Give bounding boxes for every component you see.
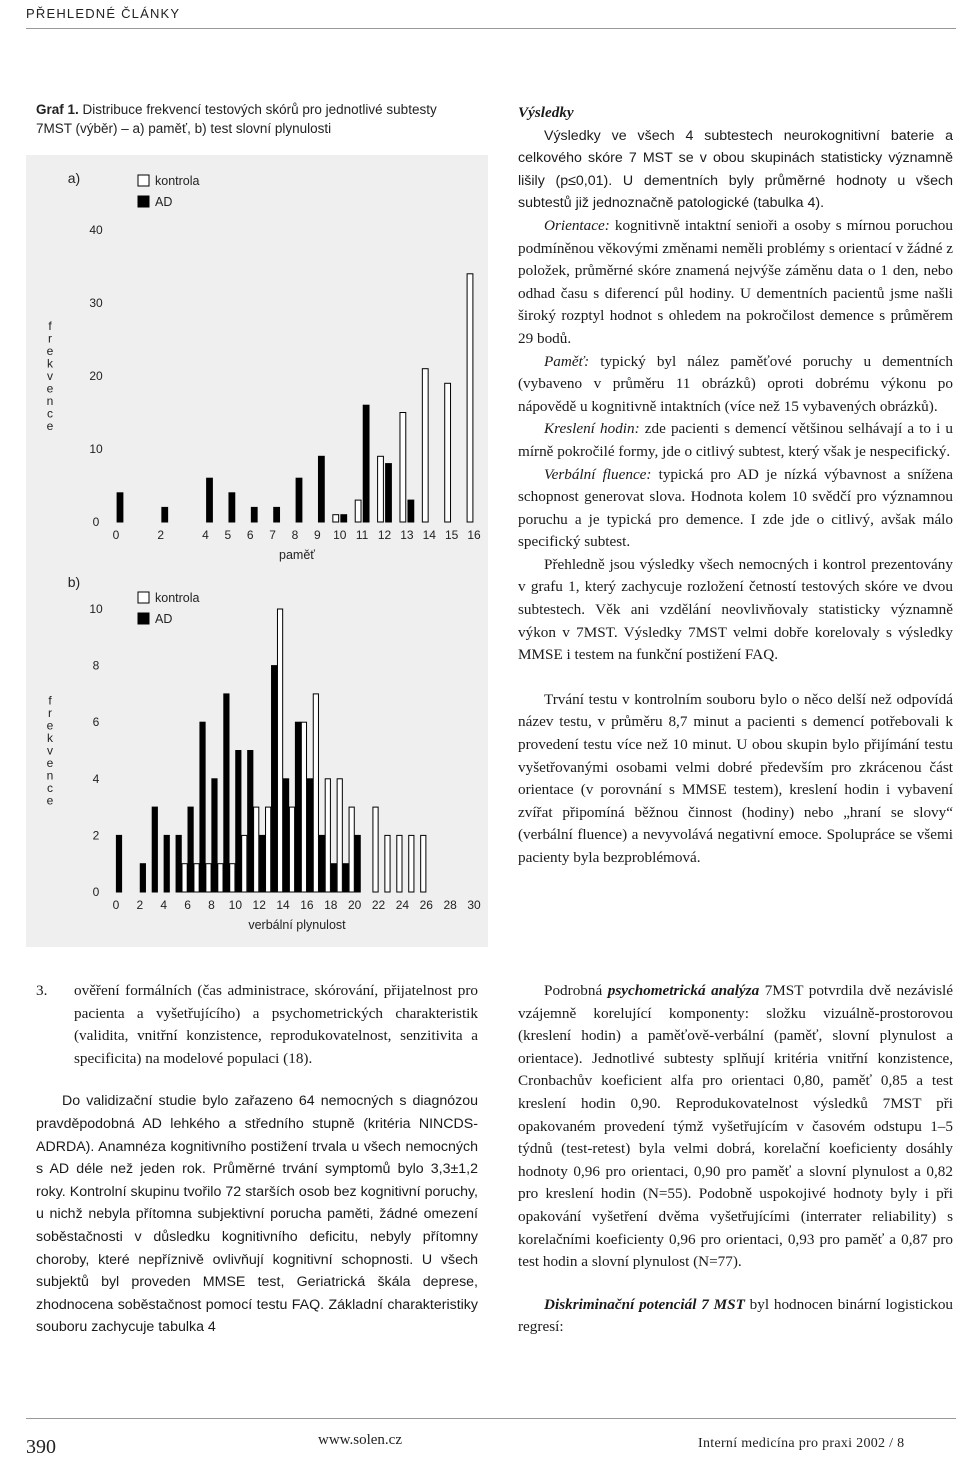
fluency-text: typická pro AD je nízká výbavnost a snížena schopnost generovat slova. Hodnota kolem 10 svědčí pro významnou poruchu a je typická pro demence. I zde jde o citlivý, avšak málo specifický subtest. [518, 465, 954, 551]
panel-label-b: b) [67, 574, 81, 590]
y-axis-label-letter-b: c [47, 780, 53, 795]
figure-caption-text: Distribuce frekvencí testových skórů pro jednotlivé subtesty 7MST (výběr) – a) paměť, b) test slovní plynulosti [36, 102, 437, 136]
x-tick-label-a: 14 [422, 528, 436, 542]
x-tick-label-a: 10 [333, 528, 347, 542]
bar-ad-a [229, 493, 235, 522]
bar-kontrola-a [422, 369, 428, 522]
orientation-paragraph [518, 215, 953, 351]
bar-kontrola-a [355, 500, 361, 522]
bar-ad-b [343, 864, 348, 892]
bar-ad-b [295, 722, 300, 892]
bar-kontrola-b [421, 835, 426, 892]
bar-kontrola-b [385, 835, 390, 892]
x-tick-label-a: 8 [291, 528, 299, 542]
y-tick-label-a: 20 [89, 369, 103, 383]
bar-kontrola-b [254, 807, 259, 892]
x-tick-label-b: 2 [136, 898, 144, 912]
bar-kontrola-b [230, 864, 235, 892]
bar-ad-b [188, 807, 193, 892]
y-axis-label-letter-b: v [47, 743, 53, 758]
bar-ad-b [260, 835, 265, 892]
bar-kontrola-b [301, 722, 306, 892]
right-column-top [518, 102, 953, 870]
x-tick-label-a: 11 [355, 528, 369, 542]
x-tick-label-a: 5 [224, 528, 232, 542]
bar-ad-a [251, 507, 257, 522]
bar-ad-b [283, 779, 288, 892]
x-tick-label-b: 26 [419, 898, 433, 912]
bar-kontrola-b [242, 835, 247, 892]
y-axis-label-letter-a: c [47, 406, 53, 421]
bar-kontrola-b [349, 807, 354, 892]
bar-ad-b [307, 779, 312, 892]
y-tick-label-b: 8 [92, 658, 100, 673]
x-tick-label-b: 18 [324, 898, 338, 912]
bar-ad-b [272, 666, 277, 892]
x-tick-label-b: 6 [184, 898, 191, 912]
y-axis-label-letter-a: r [48, 331, 52, 346]
bar-kontrola-b [325, 779, 330, 892]
results-heading: Výsledky [518, 104, 574, 121]
legend-label-a: kontrola [155, 174, 200, 188]
x-tick-label-b: 12 [252, 898, 266, 912]
section-header: PŘEHLEDNÉ ČLÁNKY [26, 6, 181, 21]
y-axis-label-letter-b: k [47, 730, 53, 745]
bar-kontrola-b [373, 807, 378, 892]
y-tick-label-a: 10 [89, 442, 103, 456]
bar-kontrola-b [289, 807, 294, 892]
results-paragraph: Výsledky ve všech 4 subtestech neurokognitivní baterie a celkového skóre 7 MST se v obou skupinách statisticky významně lišily (p≤0,01). U dementních byly průměrné hodnoty u všech subtestů již jednoznačně patologické (tabulka 4). [518, 127, 953, 212]
x-tick-label-b: 30 [467, 898, 481, 912]
journal-name: Interní medicína pro praxi 2002 / 8 [698, 1436, 905, 1451]
bar-kontrola-b [397, 835, 402, 892]
bar-ad-b [319, 835, 324, 892]
fluency-paragraph [518, 464, 953, 554]
y-tick-label-a: 40 [89, 223, 103, 237]
clock-label: Kreslení hodin: [544, 420, 640, 438]
y-axis-label-letter-a: f [48, 318, 52, 333]
bar-kontrola-a [445, 383, 451, 522]
y-tick-label-b: 0 [92, 885, 100, 899]
list-item-text: ověření formálních (čas administrace, skórování, přijatelnost pro pacienta a vyšetřujícího) a psychometrických charakteristik (validita, vnitřní konzistence, reprodukovatelnost, senzitivita a specificita) na modelové populaci (18). [74, 982, 478, 1067]
discrimination-text: byl hodnocen binární logistickou regresí: [518, 1295, 954, 1336]
bar-kontrola-b [313, 694, 318, 892]
bar-kontrola-b [337, 779, 342, 892]
y-tick-label-b: 6 [92, 715, 100, 730]
x-tick-label-b: 14 [276, 898, 290, 912]
website-link[interactable]: www.solen.cz [318, 1432, 403, 1448]
legend-label-b: AD [155, 612, 173, 626]
bar-kontrola-b [182, 864, 187, 892]
bar-ad-a [363, 405, 369, 522]
bar-kontrola-a [400, 413, 406, 523]
y-tick-label-a: 30 [89, 296, 103, 310]
bar-ad-a [408, 500, 414, 522]
bar-ad-a [386, 464, 392, 522]
x-axis-label-b: verbální plynulost [248, 918, 346, 932]
left-column-bottom [36, 980, 478, 1339]
bar-ad-a [296, 478, 302, 522]
list-item-number: 3. [36, 982, 48, 999]
legend-swatch-b [138, 592, 149, 603]
bar-ad-b [152, 807, 157, 892]
y-axis-label-letter-a: e [46, 418, 54, 433]
bar-kontrola-a [333, 515, 339, 522]
x-tick-label-b: 0 [112, 898, 120, 912]
orientation-text: kognitivně intaktní senioři a osoby s mírnou poruchou podmíněnou věkovými změnami neměli problémy s orientací v žádné z položek, průměrné skóre znamená nejvýše záměnu data o 1 den, nebo odhad času s diferencí půl hodiny. U dementních pacientů jsme našli široký rozptyl hodnot s ohledem na pokročilost demence s průměrem 29 bodů. [518, 216, 953, 347]
list-item-3 [36, 980, 478, 1070]
psychometric-paragraph [518, 980, 953, 1274]
y-axis-label-letter-a: e [46, 343, 54, 358]
right-column-bottom [518, 980, 953, 1339]
duration-paragraph: Trvání testu v kontrolním souboru bylo o něco delší než odpovídá název testu, v průměru 8,7 minut a pacienti s demencí potřebovali k provedení testu více než 10 minut. U obou skupin bylo přijímání testu vyšetřovanými osobami velmi dobré především pro zkrácenou část orientace (v porovnání s MMSE testem), kreslení hodin i vybavení zvířat připomíná běžnou činnost (hodiny) nebo „hraní se slovy“ (verbální fluence) a nevyvolává negativní emoce. Spolupráce se všemi pacienty byla bezproblémová. [518, 690, 953, 866]
discrimination-paragraph [518, 1294, 953, 1339]
x-tick-label-a: 4 [202, 528, 209, 542]
bar-kontrola-b [218, 864, 223, 892]
y-tick-label-b: 4 [92, 771, 100, 786]
bar-ad-b [212, 779, 217, 892]
legend-label-b: kontrola [155, 591, 200, 605]
bar-ad-b [248, 751, 253, 893]
y-axis-label-letter-a: k [47, 356, 53, 371]
x-tick-label-a: 12 [377, 528, 392, 542]
y-axis-label-letter-b: n [46, 768, 54, 783]
panel-label-a: a) [67, 170, 81, 186]
figure-caption [36, 100, 476, 138]
x-tick-label-b: 24 [395, 898, 410, 912]
bar-ad-b [140, 864, 145, 892]
bar-ad-a [341, 515, 347, 522]
x-tick-label-a: 7 [269, 528, 276, 542]
bar-ad-b [164, 835, 169, 892]
legend-label-a: AD [155, 195, 173, 209]
x-tick-label-b: 28 [443, 898, 457, 912]
footer-rule [26, 1418, 956, 1419]
figure-caption-label: Graf 1. [36, 102, 79, 117]
bar-ad-a [162, 507, 168, 522]
legend-swatch-a [138, 196, 149, 207]
memory-paragraph [518, 351, 953, 419]
y-tick-label-b: 10 [89, 602, 103, 616]
x-tick-label-a: 2 [157, 528, 165, 542]
y-axis-label-letter-b: e [46, 755, 54, 770]
x-tick-label-a: 6 [246, 528, 254, 542]
x-tick-label-b: 22 [371, 898, 386, 912]
bar-ad-a [117, 493, 123, 522]
bar-ad-b [116, 835, 121, 892]
y-axis-label-letter-b: e [46, 718, 54, 733]
x-axis-label-a: paměť [279, 548, 315, 562]
study-paragraph: Do validizační studie bylo zařazeno 64 nemocných s diagnózou pravděpodobná AD lehkého a středního stupně (kritéria NINCDS-ADRDA). Anamnéza kognitivního postižení trvala u všech nemocných s AD déle než jeden rok. Průměrné trvání symptomů bylo 3,3±1,2 roky. Kontrolní skupinu tvořilo 72 starších osob bez kognitivní poruchy, u nichž nebyla přítomna subjektivní porucha paměti, žádné omezení soběstačnosti v důsledku kognitivního deficitu, nebyly přítomny choroby, které nepříznivě ovlivňují kognitivní schopnosti. U všech subjektů byl proveden MMSE test, Geriatrická škála deprese, zhodnocena soběstačnost pomocí testu FAQ. Základní charakteristiky souboru zachycuje tabulka 4 [36, 1093, 478, 1336]
memory-label: Paměť: [544, 352, 590, 370]
psychometric-text: 7MST potvrdila dvě nezávislé vzájemně korelující komponenty: složku vizuálně-prostorovou (kreslení hodin) a paměťově-verbální (paměť, slovní plynulost a orientace). Jednotlivé subtesty splňují kritéria vnitřní konzistence, Cronbachův koeficient alfa pro orientaci 0,80, paměť 0,85 a test kreslení hodin 0,90. Reprodukovatelnost výsledků 7MST při opakovaném provedení týmž vyšetřujícím v časovém odstupu 1–5 týdnů (test-retest) byla velmi dobrá, korelační koeficienty dosáhly hodnoty 0,96 pro orientaci, 0,90 pro paměť a slovní plynulost a 0,82 pro kreslení hodin (N=55). Podobně uspokojivé hodnoty byly i při opakování vyšetření dvěma vyšetřujícími (interrater reliability) s korelačními koeficienty 0,96 pro orientaci, 0,93 pro paměť a 0,87 pro test hodin a slovní plynulost (N=77). [518, 982, 953, 1271]
x-tick-label-a: 16 [467, 528, 481, 542]
bar-ad-b [224, 694, 229, 892]
bar-ad-a [318, 456, 324, 522]
bar-ad-b [236, 751, 241, 893]
bar-kontrola-b [409, 835, 414, 892]
psychometric-lead: Podrobná [544, 982, 603, 999]
bar-kontrola-b [266, 807, 271, 892]
y-axis-label-letter-a: v [47, 368, 53, 383]
bar-kontrola-b [206, 864, 211, 892]
x-tick-label-b: 20 [347, 898, 362, 912]
x-tick-label-b: 4 [160, 898, 168, 912]
bar-kontrola-a [467, 274, 473, 522]
x-tick-label-b: 16 [300, 898, 314, 912]
y-axis-label-letter-a: e [46, 381, 54, 396]
fluency-label: Verbální fluence: [544, 465, 652, 483]
bar-ad-a [274, 507, 280, 522]
bar-ad-a [207, 478, 213, 522]
clock-paragraph [518, 418, 953, 463]
bar-ad-b [331, 864, 336, 892]
clock-text: zde pacienti s demencí většinou selhávají a to i u mírně pokročilé formy, jde o citlivý subtest, který však je nespecifický. [518, 420, 953, 460]
bar-kontrola-a [378, 456, 384, 522]
x-tick-label-a: 15 [444, 528, 459, 542]
bar-kontrola-b [194, 864, 199, 892]
discrimination-term: Diskriminační potenciál 7 MST [544, 1295, 745, 1313]
psychometric-term: psychometrická analýza [607, 982, 760, 999]
orientation-label: Orientace: [544, 216, 610, 234]
page-number: 390 [26, 1436, 56, 1458]
legend-swatch-b [138, 613, 149, 624]
memory-text: typický byl nález paměťové poruchy u dementních (vybaveno v průměru 11 obrázků) oproti dobrému výkonu po nápovědě u kognitivně intaktních (více než 15 vybavených obrázků). [518, 352, 953, 415]
x-tick-label-b: 8 [208, 898, 215, 912]
y-axis-label-letter-b: e [46, 793, 54, 808]
x-tick-label-a: 0 [112, 528, 120, 542]
header-rule [26, 28, 956, 29]
bar-ad-b [176, 835, 181, 892]
x-tick-label-a: 13 [400, 528, 414, 542]
x-tick-label-b: 10 [228, 898, 243, 912]
bar-kontrola-b [277, 609, 282, 892]
bar-ad-b [355, 835, 360, 892]
figure-chart [26, 155, 488, 947]
y-axis-label-letter-b: r [48, 705, 52, 720]
y-axis-label-letter-b: f [48, 693, 52, 708]
y-tick-label-b: 2 [92, 828, 100, 843]
x-tick-label-a: 9 [314, 528, 321, 542]
legend-swatch-a [138, 175, 149, 186]
y-tick-label-a: 0 [92, 515, 100, 529]
y-axis-label-letter-a: n [46, 393, 54, 408]
bar-ad-b [200, 722, 205, 892]
overview-paragraph: Přehledně jsou výsledky všech nemocných i kontrol prezentovány v grafu 1, který zachycuje rozložení četností testových skóre ve dvou subtestech. Věk ani vzdělání neovlivňovaly statisticky významně výkon v 7MST. Výsledky 7MST velmi dobře korelovaly s výsledky MMSE i testem na funkční postižení FAQ. [518, 555, 953, 664]
